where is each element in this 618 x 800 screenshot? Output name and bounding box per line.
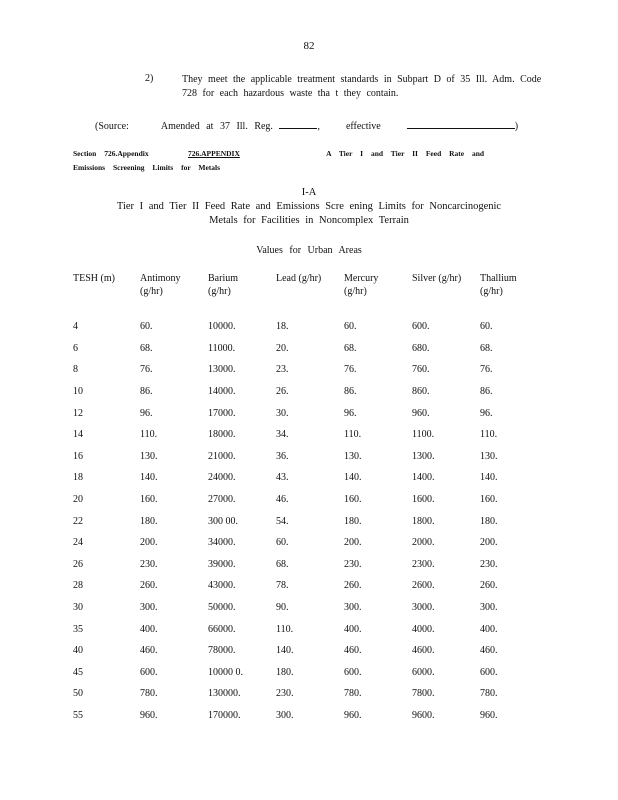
table-cell: 40 [73, 645, 83, 657]
section-ref-b: 726.APPENDIX [187, 149, 240, 158]
table-cell: 110. [344, 429, 362, 441]
table-cell: 24000. [208, 472, 236, 484]
table-cell: 43. [276, 472, 289, 484]
section-heading [73, 147, 513, 175]
table-cell: 9600. [412, 709, 435, 721]
table-cell: 76. [140, 364, 153, 376]
table-cell: 14000. [208, 386, 236, 398]
table-cell: 8 [73, 364, 78, 376]
table-cell: 230. [480, 558, 498, 570]
table-cell: 28 [73, 580, 83, 592]
item-text: They meet the applicable treatment standards in Subpart D of 35 Ill. Adm. Code 728 for each hazardous waste tha t they contain. [182, 74, 542, 99]
table-cell: 140. [344, 472, 362, 484]
table-cell: 230. [140, 558, 158, 570]
table-cell: 86. [344, 386, 357, 398]
table-cell: 78000. [208, 645, 236, 657]
table-cell: 16 [73, 450, 83, 462]
table-cell: 400. [480, 623, 498, 635]
col-header: Lead (g/hr) [276, 273, 322, 284]
table-row [73, 467, 540, 489]
table-cell: 7800. [412, 688, 435, 700]
table-cell: 17000. [208, 407, 236, 419]
table-cell: 260. [480, 580, 498, 592]
table-cell: 230. [344, 558, 362, 570]
table-row [73, 338, 540, 360]
table-cell: 13000. [208, 364, 236, 376]
table-cell: 6 [73, 342, 78, 354]
table-cell: 760. [412, 364, 430, 376]
table-cell: 66000. [208, 623, 236, 635]
table-row [73, 597, 540, 619]
source-comma: , [317, 121, 320, 132]
table-cell: 300. [140, 602, 158, 614]
table-cell: 600. [412, 321, 430, 333]
table-cell: 86. [140, 386, 153, 398]
values-header: Values for Urban Areas [256, 245, 362, 256]
table-cell: 1300. [412, 450, 435, 462]
table-cell: 4 [73, 321, 78, 333]
table-cell: 2300. [412, 558, 435, 570]
table-row [73, 662, 540, 684]
caption-line-2: Tier I and Tier II Feed Rate and Emissions Scre ening Limits for Noncarcinogenic [116, 201, 502, 212]
table-cell: 4600. [412, 645, 435, 657]
table-cell: 10 [73, 386, 83, 398]
table-cell: 50000. [208, 602, 236, 614]
col-header: Thallium (g/hr) [480, 273, 517, 297]
table-cell: 60. [140, 321, 153, 333]
table-row [73, 489, 540, 511]
table-cell: 960. [140, 709, 158, 721]
table-cell: 300. [344, 602, 362, 614]
table-row [73, 510, 540, 532]
table-cell: 4000. [412, 623, 435, 635]
table-cell: 600. [140, 666, 158, 678]
table-cell: 230. [276, 688, 294, 700]
table-cell: 10000. [208, 321, 236, 333]
table-cell: 170000. [208, 709, 241, 721]
table-cell: 46. [276, 494, 289, 506]
table-cell: 30. [276, 407, 289, 419]
table-cell: 960. [344, 709, 362, 721]
table-cell: 60. [480, 321, 493, 333]
table-cell: 140. [140, 472, 158, 484]
table-cell: 55 [73, 709, 83, 721]
page-number: 82 [303, 40, 315, 52]
table-cell: 160. [480, 494, 498, 506]
limits-table [73, 272, 540, 726]
caption-line-1: I-A [301, 187, 317, 198]
col-header: Antimony (g/hr) [140, 273, 181, 297]
table-cell: 110. [480, 429, 498, 441]
table-cell: 130000. [208, 688, 241, 700]
table-cell: 45 [73, 666, 83, 678]
table-row [73, 640, 540, 662]
item-number: 2) [145, 73, 154, 84]
table-cell: 860. [412, 386, 430, 398]
effective-blank [407, 118, 515, 129]
table-cell: 130. [480, 450, 498, 462]
table-cell: 68. [276, 558, 289, 570]
table-cell: 78. [276, 580, 289, 592]
table-cell: 23. [276, 364, 289, 376]
table-cell: 180. [344, 515, 362, 527]
table-row [73, 683, 540, 705]
table-cell: 27000. [208, 494, 236, 506]
col-header: TESH (m) [73, 273, 115, 284]
table-cell: 130. [344, 450, 362, 462]
table-cell: 86. [480, 386, 493, 398]
table-cell: 76. [480, 364, 493, 376]
table-cell: 180. [480, 515, 498, 527]
table-cell: 50 [73, 688, 83, 700]
table-cell: 43000. [208, 580, 236, 592]
table-cell: 39000. [208, 558, 236, 570]
table-cell: 300 00. [208, 515, 238, 527]
table-row [73, 381, 540, 403]
table-cell: 20. [276, 342, 289, 354]
table-cell: 600. [344, 666, 362, 678]
table-cell: 18 [73, 472, 83, 484]
table-cell: 200. [344, 537, 362, 549]
col-header: Mercury (g/hr) [344, 273, 379, 297]
table-cell: 6000. [412, 666, 435, 678]
table-cell: 960. [412, 407, 430, 419]
table-cell: 960. [480, 709, 498, 721]
table-cell: 18000. [208, 429, 236, 441]
table-row [73, 424, 540, 446]
table-cell: 60. [276, 537, 289, 549]
table-cell: 11000. [208, 342, 236, 354]
table-cell: 300. [276, 709, 294, 721]
table-cell: 35 [73, 623, 83, 635]
source-close: ) [514, 121, 519, 132]
table-cell: 22 [73, 515, 83, 527]
table-cell: 1400. [412, 472, 435, 484]
table-cell: 680. [412, 342, 430, 354]
table-cell: 90. [276, 602, 289, 614]
table-cell: 26. [276, 386, 289, 398]
table-row [73, 316, 540, 338]
table-row [73, 618, 540, 640]
table-cell: 780. [344, 688, 362, 700]
table-caption [0, 186, 618, 228]
table-row [73, 554, 540, 576]
table-cell: 200. [140, 537, 158, 549]
table-cell: 34. [276, 429, 289, 441]
table-cell: 780. [140, 688, 158, 700]
table-row [73, 402, 540, 424]
table-cell: 60. [344, 321, 357, 333]
table-cell: 180. [276, 666, 294, 678]
table-cell: 1600. [412, 494, 435, 506]
table-cell: 260. [140, 580, 158, 592]
table-cell: 260. [344, 580, 362, 592]
table-cell: 18. [276, 321, 289, 333]
table-cell: 14 [73, 429, 83, 441]
table-cell: 460. [140, 645, 158, 657]
table-cell: 68. [140, 342, 153, 354]
table-cell: 130. [140, 450, 158, 462]
table-cell: 460. [480, 645, 498, 657]
table-cell: 110. [140, 429, 158, 441]
table-cell: 24 [73, 537, 83, 549]
col-header: Silver (g/hr) [412, 273, 462, 284]
table-cell: 68. [480, 342, 493, 354]
table-cell: 36. [276, 450, 289, 462]
table-cell: 76. [344, 364, 357, 376]
table-cell: 160. [140, 494, 158, 506]
table-row [73, 575, 540, 597]
table-cell: 140. [276, 645, 294, 657]
table-row [73, 532, 540, 554]
source-label: (Source: [95, 121, 129, 132]
table-row [73, 705, 540, 727]
source-note [95, 118, 518, 132]
table-cell: 140. [480, 472, 498, 484]
table-cell: 160. [344, 494, 362, 506]
col-header: Barium (g/hr) [208, 273, 238, 297]
table-cell: 200. [480, 537, 498, 549]
table-cell: 54. [276, 515, 289, 527]
table-header-row [73, 272, 540, 316]
table-cell: 26 [73, 558, 83, 570]
table-cell: 2000. [412, 537, 435, 549]
table-cell: 460. [344, 645, 362, 657]
table-cell: 2600. [412, 580, 435, 592]
table-cell: 1100. [412, 429, 435, 441]
table-cell: 180. [140, 515, 158, 527]
table-cell: 780. [480, 688, 498, 700]
table-cell: 400. [140, 623, 158, 635]
table-cell: 96. [344, 407, 357, 419]
table-cell: 34000. [208, 537, 236, 549]
caption-line-3: Metals for Facilities in Noncomplex Terrain [209, 215, 409, 226]
source-amended: Amended at 37 Ill. Reg. [160, 121, 273, 132]
section-title: A Tier I and Tier II Feed Rate and Emissions Screening Limits for Metals [73, 149, 485, 172]
source-effective: effective [345, 121, 381, 132]
table-cell: 3000. [412, 602, 435, 614]
table-cell: 1800. [412, 515, 435, 527]
table-cell: 68. [344, 342, 357, 354]
table-cell: 21000. [208, 450, 236, 462]
section-ref-a: Section 726.Appendix [73, 149, 149, 158]
table-cell: 300. [480, 602, 498, 614]
table-cell: 30 [73, 602, 83, 614]
table-cell: 96. [480, 407, 493, 419]
table-row [73, 446, 540, 468]
reg-blank [279, 118, 317, 129]
table-cell: 20 [73, 494, 83, 506]
table-cell: 96. [140, 407, 153, 419]
table-cell: 12 [73, 407, 83, 419]
table-cell: 110. [276, 623, 294, 635]
table-cell: 400. [344, 623, 362, 635]
table-row [73, 359, 540, 381]
table-cell: 600. [480, 666, 498, 678]
table-cell: 10000 0. [208, 666, 243, 678]
